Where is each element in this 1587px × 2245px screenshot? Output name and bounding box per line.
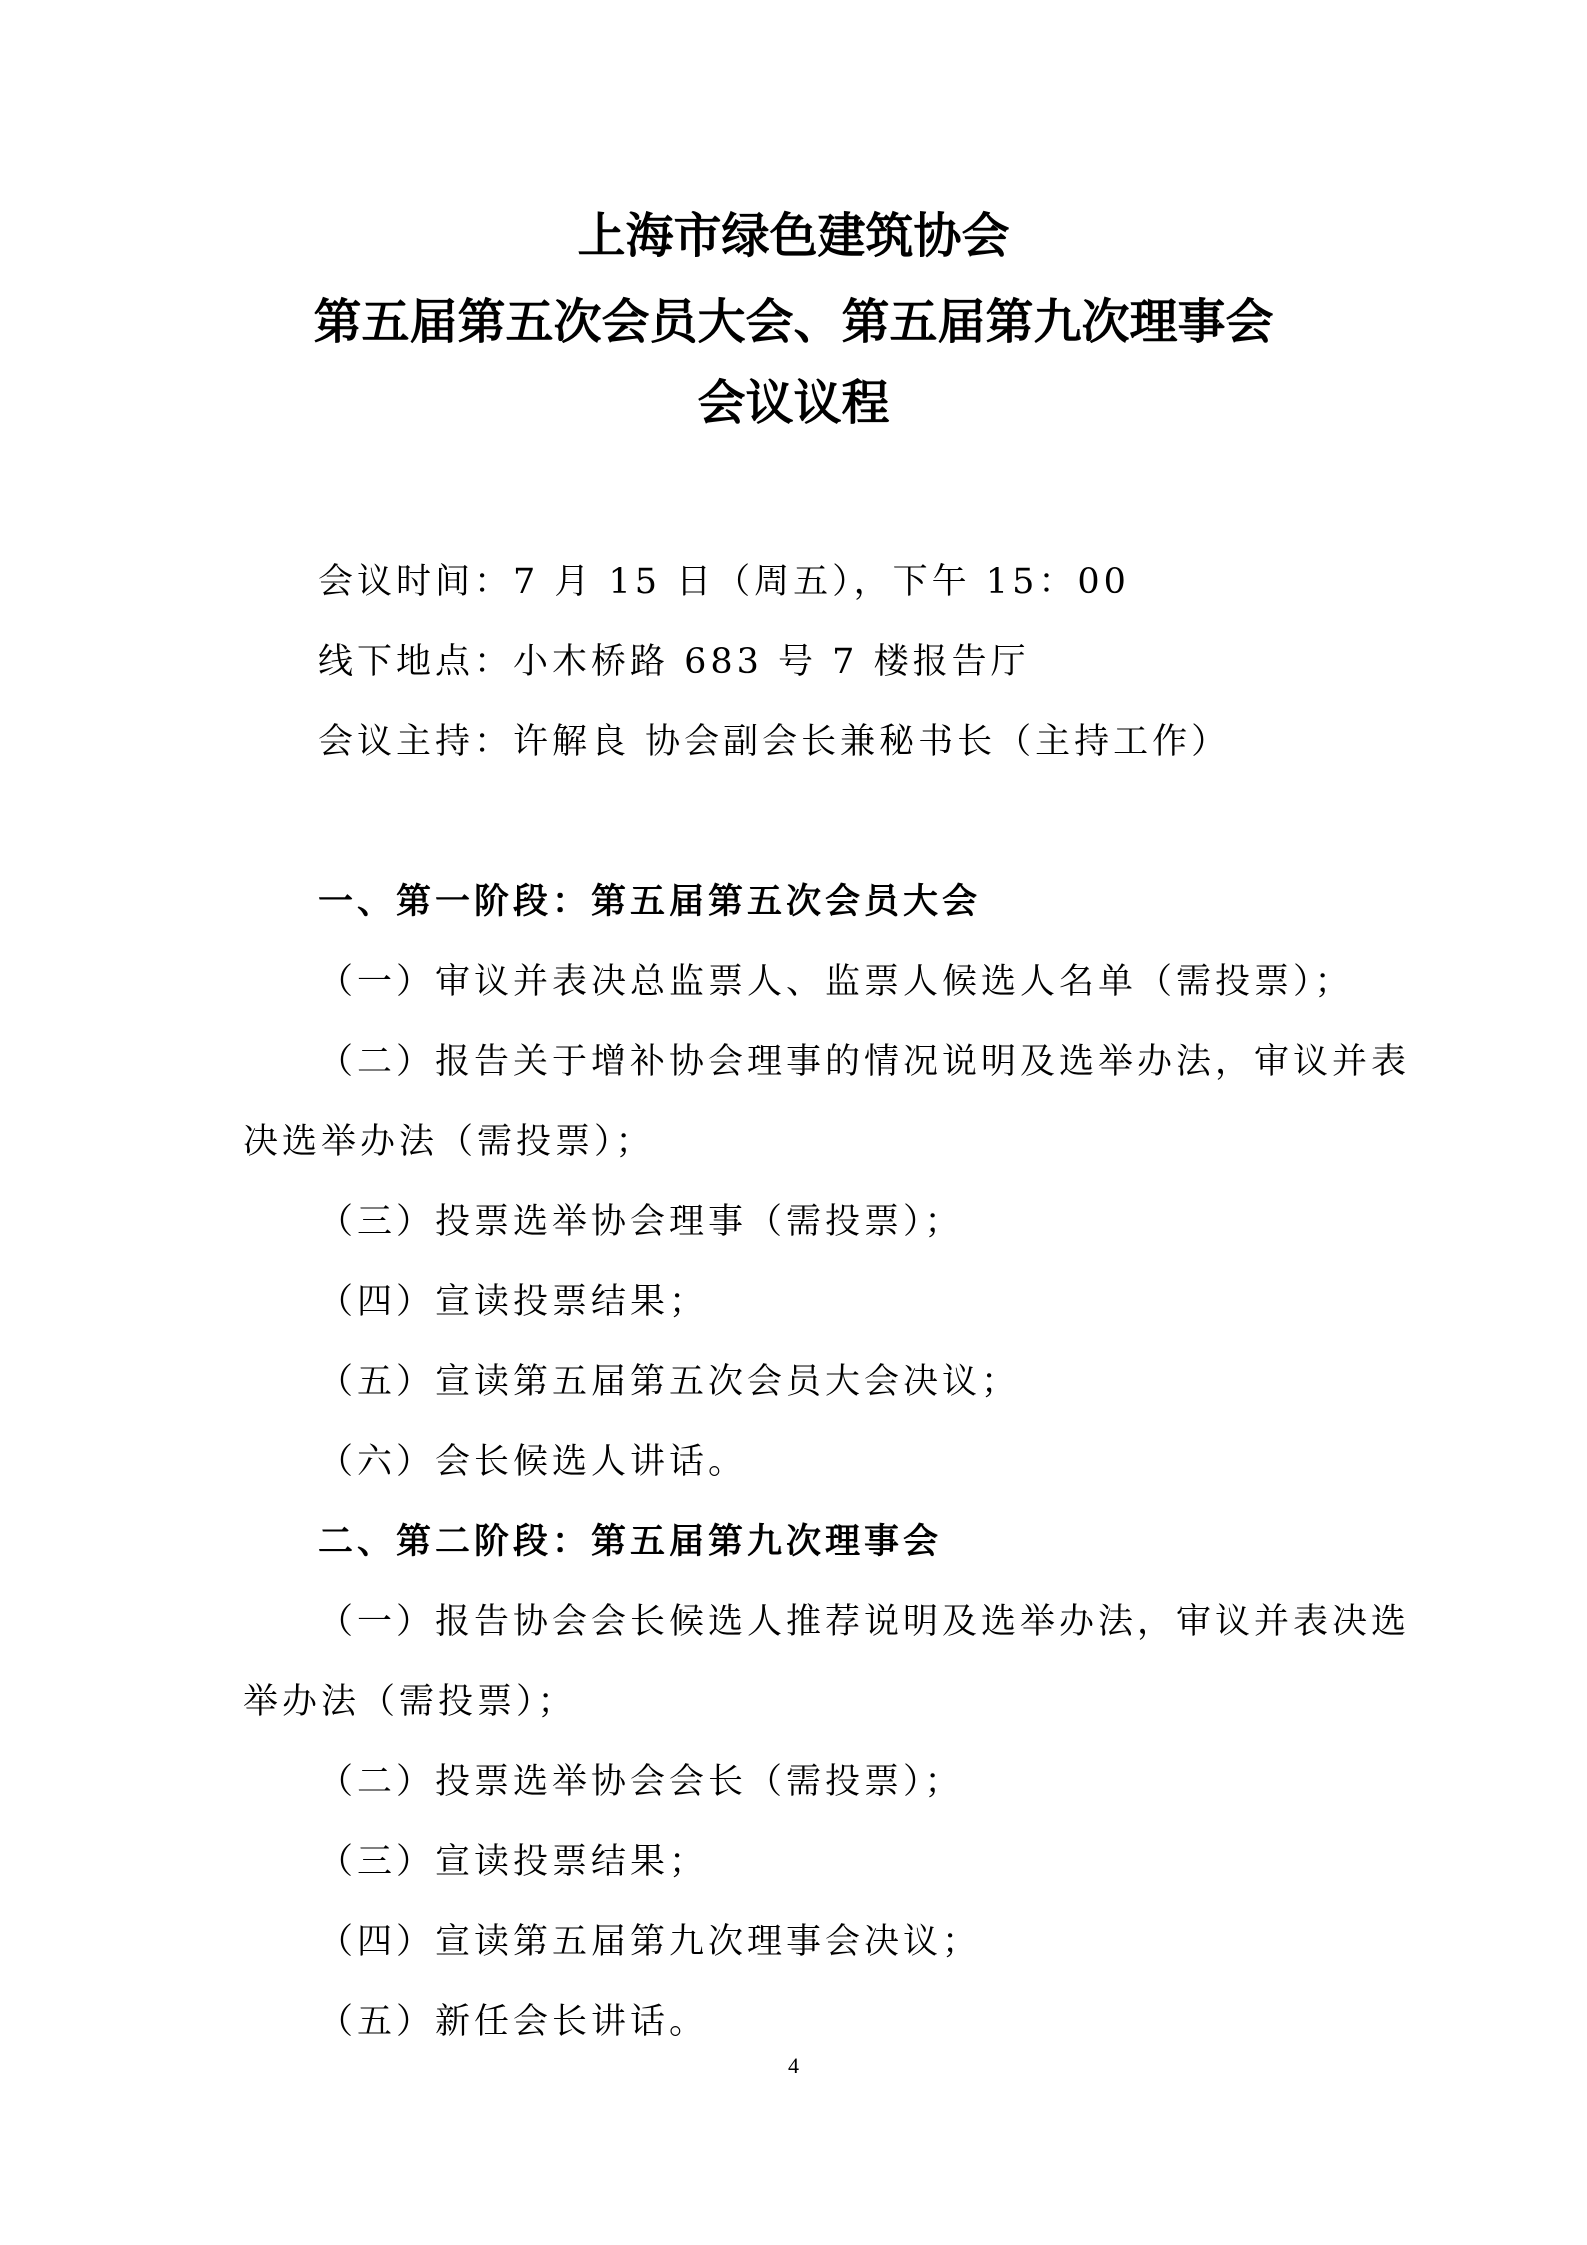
section-two-item: （三）宣读投票结果；: [318, 1842, 709, 1882]
section-one-item: （二）报告关于增补协会理事的情况说明及选举办法，审议并表: [318, 1042, 1411, 1082]
section-one-item: （六）会长候选人讲话。: [318, 1442, 748, 1482]
meeting-location: 线下地点：小木桥路 683 号 7 楼报告厅: [318, 642, 1030, 682]
section-one-item-continuation: 决选举办法（需投票）；: [243, 1122, 655, 1162]
section-one-heading: 一、第一阶段：第五届第五次会员大会: [318, 882, 982, 922]
section-one-item: （一）审议并表决总监票人、监票人候选人名单（需投票）；: [318, 962, 1354, 1002]
section-two-item: （五）新任会长讲话。: [318, 2002, 709, 2042]
section-one-item: （四）宣读投票结果；: [318, 1282, 709, 1322]
section-one-item: （五）宣读第五届第五次会员大会决议；: [318, 1362, 1021, 1402]
page-number: 4: [788, 2053, 799, 2078]
document-title-line-2: 第五届第五次会员大会、第五届第九次理事会: [313, 294, 1274, 350]
section-two-item-continuation: 举办法（需投票）；: [243, 1682, 577, 1722]
section-two-heading: 二、第二阶段：第五届第九次理事会: [318, 1522, 943, 1562]
document-title-line-1: 上海市绿色建筑协会: [577, 208, 1010, 264]
meeting-time: 会议时间：7 月 15 日（周五），下午 15：00: [318, 562, 1130, 602]
section-two-item: （一）报告协会会长候选人推荐说明及选举办法，审议并表决选: [318, 1602, 1411, 1642]
section-one-item: （三）投票选举协会理事（需投票）；: [318, 1202, 964, 1242]
section-two-item: （二）投票选举协会会长（需投票）；: [318, 1762, 964, 1802]
meeting-host: 会议主持：许解良 协会副会长兼秘书长（主持工作）: [318, 722, 1231, 762]
section-two-item: （四）宣读第五届第九次理事会决议；: [318, 1922, 982, 1962]
document-title-line-3: 会议议程: [697, 375, 890, 431]
